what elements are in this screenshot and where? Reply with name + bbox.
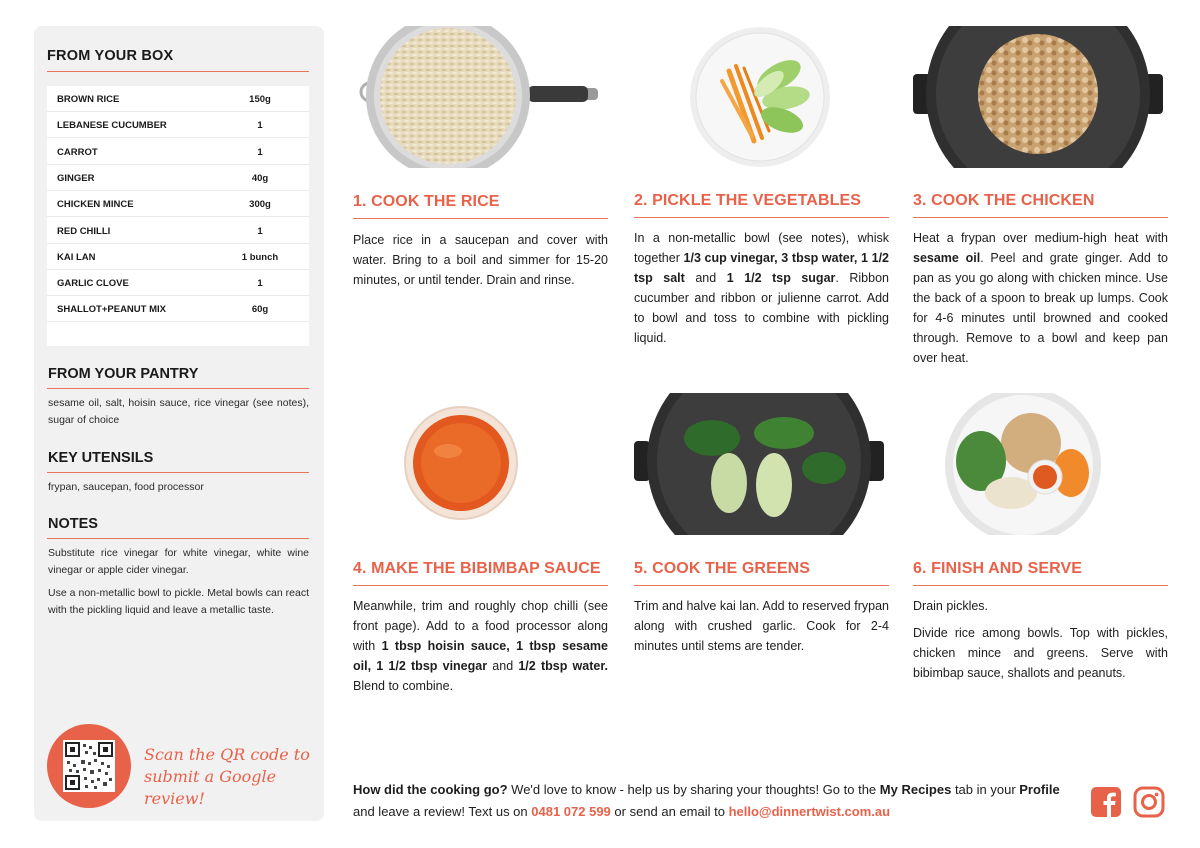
ingredient-row [47,191,309,217]
step-2-title: 2. PICKLE THE VEGETABLES [634,192,862,209]
text-segment: or send an email to [610,804,729,819]
divider [47,472,309,473]
ingredient-name: RED CHILLI [57,225,111,237]
step-5-text [634,596,889,656]
ingredient-quantity: 1 [257,120,263,132]
step-paragraph [913,228,1168,368]
step-4-title: 4. MAKE THE BIBIMBAP SAUCE [353,560,601,577]
step-paragraph [634,228,889,348]
ingredient-name: LEBANESE CUCUMBER [57,120,167,132]
text-segment: Place rice in a saucepan and cover with water. Bring to a boil and simmer for 15-20 minutes, or until tender. Drain and rinse. [353,233,608,287]
divider [353,218,608,219]
pickled-vegetables-bowl-photo [634,26,884,168]
step-1-text [353,230,608,290]
contact-link[interactable]: hello@dinnertwist.com.au [728,804,891,819]
step-1-title: 1. COOK THE RICE [353,193,500,210]
text-segment: Blend to combine. [353,679,454,693]
ingredient-name: CHICKEN MINCE [57,199,134,211]
ingredients-table [47,86,309,346]
step-2-text [634,228,889,348]
ingredient-row [47,296,309,322]
text-segment: Trim and halve kai lan. Add to reserved frypan along with crushed garlic. Cook for 2-4 minutes until stems are tender. [634,599,889,653]
text-segment: Drain pickles. [913,599,989,613]
frypan-chicken-photo [913,26,1163,168]
ingredient-quantity: 60g [251,304,269,316]
scan-qr-text: Scan the QR code to submit a Google review! [144,745,310,808]
ingredient-name: GINGER [57,172,95,184]
step-6-text [913,596,1168,683]
note-2: Use a non-metallic bowl to pickle. Metal bowls can react with the pickling liquid and leave a metallic taste. [48,587,309,616]
review-prompt-text [353,779,1073,823]
text-segment: Divide rice among bowls. Top with pickles, chicken mince and greens. Serve with bibimbap sauce, shallots and peanuts. [913,626,1168,680]
step-paragraph [634,596,889,656]
ingredient-row [47,270,309,296]
step-5-title: 5. COOK THE GREENS [634,560,811,577]
text-segment: Heat a frypan over medium-high heat with [913,231,1168,245]
bold-text: 1 1/2 tsp sugar [726,271,836,285]
ingredient-name: SHALLOT+PEANUT MIX [57,304,166,316]
step-paragraph [353,230,608,290]
ingredient-quantity: 1 bunch [241,251,279,263]
step-paragraph [913,623,1168,683]
ingredient-row [47,112,309,138]
text-segment: tab in your [951,782,1020,797]
ingredient-quantity: 300g [249,199,271,211]
divider [47,71,309,72]
divider [47,388,309,389]
bold-text: How did the cooking go? [353,782,508,797]
text-segment: and [684,271,727,285]
ingredient-row [47,165,309,191]
qr-code-icon[interactable] [63,740,115,792]
step-paragraph [353,596,608,696]
ingredient-name: KAI LAN [57,251,96,263]
step-4-text [353,596,608,696]
ingredient-row [47,86,309,112]
step-3-text [913,228,1168,368]
text-segment: Meanwhile, trim and roughly chop chilli (see front page). Add to a food processor along with [353,599,608,653]
bold-text: 1 tbsp hoisin sauce, 1 tbsp sesame oil, 1 1/2 tbsp vinegar [353,639,609,673]
ingredients-sidebar [34,26,324,821]
ingredient-row [47,244,309,270]
bold-text: 1/3 cup vinegar, 3 tbsp water, 1 1/2 tsp salt [634,251,889,285]
text-segment: and leave a review! Text us on [353,804,532,819]
ingredient-quantity: 1 [257,225,263,237]
ingredient-quantity: 150g [249,94,271,105]
ingredient-quantity: 40g [251,172,269,184]
step-paragraph [913,596,1168,616]
step-3-title: 3. COOK THE CHICKEN [913,192,1095,209]
note-1: Substitute rice vinegar for white vinegar, white wine vinegar or apple cider vinegar. [48,547,309,576]
facebook-icon[interactable] [1090,786,1122,818]
bold-text: sesame oil [913,251,981,265]
ingredient-row [47,139,309,165]
divider [913,217,1168,218]
served-bibimbap-photo [913,393,1163,535]
bold-text: My Recipes [879,782,952,797]
divider [634,217,889,218]
divider [47,538,309,539]
ingredient-row [47,218,309,244]
instagram-icon[interactable] [1133,786,1165,818]
text-segment: . Ribbon cucumber and ribbon or julienne carrot. Add to bowl and toss to combine with pickling liquid. [634,271,889,345]
saucepan-rice-photo [353,26,603,168]
text-segment: and [487,659,519,673]
divider [353,585,608,586]
step-6-title: 6. FINISH AND SERVE [913,560,1083,577]
ingredient-quantity: 1 [257,278,263,290]
divider [634,585,889,586]
sauce-bowl-photo [353,393,603,535]
text-segment: . Peel and grate ginger. Add to pan as you go along with chicken mince. Use the back of a spoon to break up lumps. Cook for 4-6 minutes until browned and cooked through. Remove to a bowl and keep pan over heat. [913,251,1168,365]
utensils-text: frypan, saucepan, food processor [48,481,204,493]
qr-code-badge[interactable] [47,724,131,808]
notes-title: NOTES [48,516,98,532]
pantry-text: sesame oil, salt, hoisin sauce, rice vinegar (see notes), sugar of choice [48,397,309,426]
ingredient-quantity: 1 [257,146,263,158]
from-your-box-title: FROM YOUR BOX [47,48,174,64]
from-your-pantry-title: FROM YOUR PANTRY [48,366,199,382]
text-segment: In a non-metallic bowl (see notes), whisk together [634,231,889,265]
frypan-greens-photo [634,393,884,535]
contact-link[interactable]: 0481 072 599 [531,804,611,819]
ingredient-name: CARROT [57,146,98,158]
key-utensils-title: KEY UTENSILS [48,450,154,466]
bold-text: Profile [1019,782,1060,797]
ingredient-name: GARLIC CLOVE [57,278,129,290]
bold-text: 1/2 tbsp water. [518,659,608,673]
divider [913,585,1168,586]
text-segment: We'd love to know - help us by sharing your thoughts! Go to the [507,782,880,797]
ingredient-name: BROWN RICE [57,94,120,105]
